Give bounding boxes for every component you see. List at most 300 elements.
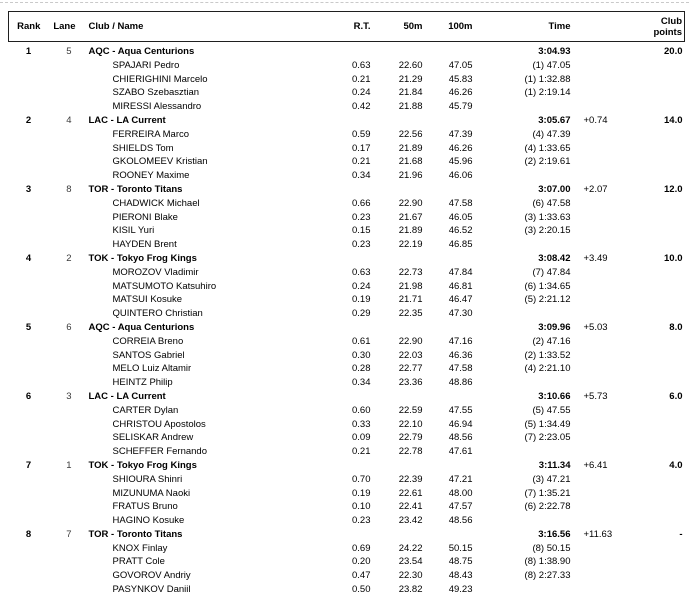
- swimmer-name-cell: SHIOURA Shinri: [112, 473, 183, 485]
- header-rank: Rank: [9, 12, 49, 42]
- team-row: [9, 252, 685, 266]
- swimmer-100m-cell: 47.57: [448, 501, 473, 513]
- swimmer-100m-cell: 47.58: [448, 197, 473, 209]
- swimmer-points-cell: [621, 362, 685, 376]
- results-body: [9, 42, 685, 597]
- swimmer-name-cell: MOROZOV Vladimir: [112, 266, 199, 278]
- swimmer-rank-cell: [9, 487, 49, 501]
- swimmer-rt-cell: 0.29: [352, 308, 371, 320]
- swimmer-points-cell: [621, 335, 685, 349]
- swimmer-rt-cell: 0.17: [352, 142, 371, 154]
- header-reaction-time: R.T.: [341, 12, 375, 42]
- header-100m: 100m: [427, 12, 477, 42]
- swimmer-lane-cell: [49, 487, 85, 501]
- team-time-cell: 3:08.42: [538, 252, 571, 264]
- swimmer-100m-cell: 46.47: [448, 294, 473, 306]
- swimmer-lane-cell: [49, 73, 85, 87]
- swimmer-cumulative-cell: (7) 2:23.05: [524, 432, 571, 444]
- swimmer-gap-cell: [575, 376, 621, 390]
- swimmer-50m-cell: 22.10: [398, 418, 423, 430]
- swimmer-cumulative-cell: [477, 238, 575, 252]
- header-lane: Lane: [49, 12, 85, 42]
- swimmer-lane-cell: [49, 569, 85, 583]
- team-lane-cell: 5: [66, 46, 72, 57]
- swimmer-lane-cell: [49, 224, 85, 238]
- swimmer-lane-cell: [49, 583, 85, 597]
- team-rt-cell: [341, 459, 375, 473]
- team-50m-cell: [375, 321, 427, 335]
- swimmer-rt-cell: 0.09: [352, 432, 371, 444]
- swimmer-points-cell: [621, 473, 685, 487]
- swimmer-rank-cell: [9, 155, 49, 169]
- swimmer-100m-cell: 46.36: [448, 349, 473, 361]
- swimmer-row: [9, 266, 685, 280]
- team-rank-cell: 5: [25, 321, 32, 333]
- team-points-cell: -: [679, 528, 683, 540]
- team-100m-cell: [427, 45, 477, 59]
- swimmer-lane-cell: [49, 169, 85, 183]
- team-gap-cell: +6.41: [583, 459, 608, 471]
- swimmer-row: [9, 583, 685, 597]
- swimmer-100m-cell: 45.83: [448, 73, 473, 85]
- swimmer-gap-cell: [575, 100, 621, 114]
- swimmer-rank-cell: [9, 266, 49, 280]
- swimmer-rank-cell: [9, 514, 49, 528]
- swimmer-name-cell: PRATT Cole: [112, 556, 165, 568]
- swimmer-points-cell: [621, 376, 685, 390]
- swimmer-row: [9, 418, 685, 432]
- team-rank-cell: 7: [25, 459, 32, 471]
- swimmer-rt-cell: 0.60: [352, 404, 371, 416]
- swimmer-50m-cell: 21.89: [398, 142, 423, 154]
- swimmer-name-cell: MIZUNUMA Naoki: [112, 487, 191, 499]
- header-club-name: Club / Name: [85, 12, 341, 42]
- swimmer-lane-cell: [49, 445, 85, 459]
- team-club-cell: LAC - LA Current: [88, 114, 166, 126]
- swimmer-100m-cell: 47.84: [448, 266, 473, 278]
- swimmer-row: [9, 224, 685, 238]
- swimmer-100m-cell: 46.52: [448, 225, 473, 237]
- swimmer-points-cell: [621, 197, 685, 211]
- swimmer-50m-cell: 23.82: [398, 584, 423, 596]
- team-club-cell: AQC - Aqua Centurions: [88, 321, 195, 333]
- swimmer-lane-cell: [49, 418, 85, 432]
- swimmer-rank-cell: [9, 376, 49, 390]
- swimmer-rank-cell: [9, 569, 49, 583]
- team-points-cell: 8.0: [669, 321, 683, 333]
- team-100m-cell: [427, 114, 477, 128]
- team-lane-cell: 3: [66, 390, 72, 402]
- swimmer-name-cell: HEINTZ Philip: [112, 377, 173, 389]
- swimmer-rank-cell: [9, 211, 49, 225]
- swimmer-cumulative-cell: (2) 47.16: [532, 335, 571, 347]
- swimmer-50m-cell: 22.39: [398, 473, 423, 485]
- swimmer-gap-cell: [575, 514, 621, 528]
- swimmer-50m-cell: 23.54: [398, 556, 423, 568]
- swimmer-cumulative-cell: (1) 47.05: [532, 59, 571, 71]
- swimmer-points-cell: [621, 500, 685, 514]
- swimmer-cumulative-cell: (5) 1:34.49: [524, 418, 571, 430]
- swimmer-gap-cell: [575, 197, 621, 211]
- header-row: [9, 12, 685, 42]
- swimmer-rt-cell: 0.21: [352, 446, 371, 458]
- swimmer-cumulative-cell: (6) 47.58: [532, 197, 571, 209]
- swimmer-cumulative-cell: [477, 583, 575, 597]
- swimmer-points-cell: [621, 100, 685, 114]
- swimmer-name-cell: CARTER Dylan: [112, 404, 179, 416]
- swimmer-cumulative-cell: [477, 445, 575, 459]
- team-100m-cell: [427, 183, 477, 197]
- swimmer-50m-cell: 24.22: [398, 542, 423, 554]
- team-gap-cell: +5.73: [583, 390, 608, 402]
- swimmer-100m-cell: 48.86: [448, 377, 473, 389]
- swimmer-points-cell: [621, 155, 685, 169]
- swimmer-points-cell: [621, 569, 685, 583]
- swimmer-name-cell: SCHEFFER Fernando: [112, 446, 208, 458]
- swimmer-rt-cell: 0.30: [352, 349, 371, 361]
- swimmer-lane-cell: [49, 155, 85, 169]
- swimmer-cumulative-cell: (3) 1:33.63: [524, 211, 571, 223]
- team-100m-cell: [427, 252, 477, 266]
- swimmer-points-cell: [621, 404, 685, 418]
- swimmer-row: [9, 376, 685, 390]
- swimmer-cumulative-cell: (8) 50.15: [532, 542, 571, 554]
- team-lane-cell: 4: [66, 114, 72, 126]
- swimmer-rt-cell: 0.42: [352, 101, 371, 113]
- swimmer-row: [9, 335, 685, 349]
- swimmer-gap-cell: [575, 224, 621, 238]
- swimmer-100m-cell: 47.30: [448, 308, 473, 320]
- swimmer-points-cell: [621, 211, 685, 225]
- swimmer-cumulative-cell: (7) 1:35.21: [524, 487, 571, 499]
- swimmer-100m-cell: 46.85: [448, 239, 473, 251]
- swimmer-lane-cell: [49, 514, 85, 528]
- swimmer-lane-cell: [49, 100, 85, 114]
- swimmer-rt-cell: 0.34: [352, 377, 371, 389]
- swimmer-cumulative-cell: (2) 2:19.61: [524, 156, 571, 168]
- swimmer-cumulative-cell: (4) 47.39: [532, 128, 571, 140]
- swimmer-rank-cell: [9, 169, 49, 183]
- swimmer-50m-cell: 22.61: [398, 487, 423, 499]
- team-rt-cell: [341, 45, 375, 59]
- header-50m: 50m: [375, 12, 427, 42]
- swimmer-gap-cell: [575, 73, 621, 87]
- swimmer-points-cell: [621, 73, 685, 87]
- swimmer-name-cell: GOVOROV Andriy: [112, 570, 191, 582]
- team-rt-cell: [341, 528, 375, 542]
- swimmer-rt-cell: 0.23: [352, 515, 371, 527]
- swimmer-points-cell: [621, 224, 685, 238]
- swimmer-gap-cell: [575, 487, 621, 501]
- team-100m-cell: [427, 390, 477, 404]
- swimmer-name-cell: KISIL Yuri: [112, 225, 155, 237]
- swimmer-rank-cell: [9, 362, 49, 376]
- swimmer-row: [9, 86, 685, 100]
- swimmer-row: [9, 128, 685, 142]
- team-points-cell: 20.0: [664, 46, 683, 57]
- team-rank-cell: 1: [25, 46, 32, 57]
- swimmer-lane-cell: [49, 86, 85, 100]
- swimmer-100m-cell: 47.61: [448, 446, 473, 458]
- swimmer-rank-cell: [9, 431, 49, 445]
- team-points-cell: 10.0: [664, 252, 683, 264]
- team-gap-cell: +5.03: [583, 321, 608, 333]
- swimmer-points-cell: [621, 445, 685, 459]
- swimmer-lane-cell: [49, 349, 85, 363]
- swimmer-lane-cell: [49, 59, 85, 73]
- team-lane-cell: 1: [66, 459, 72, 471]
- swimmer-rt-cell: 0.19: [352, 294, 371, 306]
- team-rt-cell: [341, 390, 375, 404]
- swimmer-100m-cell: 47.05: [448, 59, 473, 71]
- swimmer-lane-cell: [49, 555, 85, 569]
- team-100m-cell: [427, 459, 477, 473]
- team-rank-cell: 4: [25, 252, 32, 264]
- team-points-cell: 12.0: [664, 183, 683, 195]
- swimmer-points-cell: [621, 555, 685, 569]
- team-time-cell: 3:05.67: [538, 114, 571, 126]
- team-lane-cell: 2: [66, 252, 72, 264]
- team-rt-cell: [341, 321, 375, 335]
- swimmer-name-cell: SELISKAR Andrew: [112, 432, 194, 444]
- swimmer-rank-cell: [9, 335, 49, 349]
- team-club-cell: TOR - Toronto Titans: [88, 528, 183, 540]
- swimmer-cumulative-cell: (7) 47.84: [532, 266, 571, 278]
- swimmer-rt-cell: 0.21: [352, 73, 371, 85]
- swimmer-cumulative-cell: (5) 2:21.12: [524, 294, 571, 306]
- relay-results-table: [8, 11, 685, 597]
- swimmer-points-cell: [621, 59, 685, 73]
- swimmer-row: [9, 307, 685, 321]
- swimmer-lane-cell: [49, 376, 85, 390]
- swimmer-points-cell: [621, 307, 685, 321]
- swimmer-name-cell: HAYDEN Brent: [112, 239, 177, 251]
- team-rt-cell: [341, 183, 375, 197]
- header-club-points-line2: points: [653, 26, 682, 38]
- swimmer-gap-cell: [575, 418, 621, 432]
- swimmer-rt-cell: 0.33: [352, 418, 371, 430]
- swimmer-points-cell: [621, 431, 685, 445]
- table-header: [9, 12, 685, 42]
- swimmer-rank-cell: [9, 197, 49, 211]
- swimmer-row: [9, 169, 685, 183]
- swimmer-row: [9, 155, 685, 169]
- swimmer-100m-cell: 47.21: [448, 473, 473, 485]
- swimmer-100m-cell: 46.26: [448, 142, 473, 154]
- swimmer-points-cell: [621, 142, 685, 156]
- swimmer-row: [9, 445, 685, 459]
- swimmer-name-cell: MIRESSI Alessandro: [112, 101, 202, 113]
- swimmer-cumulative-cell: [477, 169, 575, 183]
- swimmer-row: [9, 100, 685, 114]
- swimmer-row: [9, 59, 685, 73]
- team-50m-cell: [375, 114, 427, 128]
- swimmer-gap-cell: [575, 293, 621, 307]
- swimmer-cumulative-cell: [477, 376, 575, 390]
- team-50m-cell: [375, 252, 427, 266]
- team-gap-cell: +11.63: [583, 528, 613, 540]
- swimmer-rank-cell: [9, 142, 49, 156]
- swimmer-row: [9, 500, 685, 514]
- swimmer-points-cell: [621, 280, 685, 294]
- swimmer-50m-cell: 21.98: [398, 280, 423, 292]
- swimmer-50m-cell: 22.59: [398, 404, 423, 416]
- swimmer-rt-cell: 0.15: [352, 225, 371, 237]
- swimmer-rt-cell: 0.50: [352, 584, 371, 596]
- swimmer-cumulative-cell: (4) 1:33.65: [524, 142, 571, 154]
- swimmer-50m-cell: 21.68: [398, 156, 423, 168]
- swimmer-rt-cell: 0.59: [352, 128, 371, 140]
- swimmer-100m-cell: 50.15: [448, 542, 473, 554]
- swimmer-50m-cell: 22.90: [398, 197, 423, 209]
- swimmer-50m-cell: 22.79: [398, 432, 423, 444]
- swimmer-name-cell: CHIERIGHINI Marcelo: [112, 73, 208, 85]
- swimmer-rank-cell: [9, 349, 49, 363]
- swimmer-lane-cell: [49, 404, 85, 418]
- swimmer-cumulative-cell: (1) 1:32.88: [524, 73, 571, 85]
- swimmer-50m-cell: 22.35: [398, 308, 423, 320]
- swimmer-gap-cell: [575, 86, 621, 100]
- swimmer-50m-cell: 23.42: [398, 515, 423, 527]
- team-time-cell: 3:11.34: [538, 459, 571, 471]
- swimmer-rt-cell: 0.69: [352, 542, 371, 554]
- swimmer-cumulative-cell: (6) 2:22.78: [524, 501, 571, 513]
- swimmer-cumulative-cell: (2) 1:33.52: [524, 349, 571, 361]
- swimmer-name-cell: ROONEY Maxime: [112, 170, 190, 182]
- swimmer-row: [9, 542, 685, 556]
- swimmer-points-cell: [621, 418, 685, 432]
- team-club-cell: TOK - Tokyo Frog Kings: [88, 252, 197, 264]
- swimmer-rt-cell: 0.61: [352, 335, 371, 347]
- team-50m-cell: [375, 459, 427, 473]
- team-100m-cell: [427, 528, 477, 542]
- team-50m-cell: [375, 390, 427, 404]
- swimmer-name-cell: FRATUS Bruno: [112, 501, 178, 513]
- swimmer-50m-cell: 22.73: [398, 266, 423, 278]
- swimmer-gap-cell: [575, 404, 621, 418]
- swimmer-50m-cell: 22.03: [398, 349, 423, 361]
- swimmer-gap-cell: [575, 349, 621, 363]
- swimmer-rank-cell: [9, 542, 49, 556]
- swimmer-50m-cell: 21.88: [398, 101, 423, 113]
- team-row: [9, 183, 685, 197]
- swimmer-rank-cell: [9, 59, 49, 73]
- swimmer-gap-cell: [575, 280, 621, 294]
- swimmer-name-cell: SANTOS Gabriel: [112, 349, 185, 361]
- swimmer-row: [9, 197, 685, 211]
- swimmer-row: [9, 569, 685, 583]
- team-time-cell: 3:04.93: [538, 46, 571, 57]
- swimmer-gap-cell: [575, 473, 621, 487]
- team-time-cell: 3:16.56: [538, 528, 571, 540]
- swimmer-row: [9, 487, 685, 501]
- team-gap-cell: +3.49: [583, 252, 608, 264]
- swimmer-cumulative-cell: (8) 1:38.90: [524, 556, 571, 568]
- swimmer-rank-cell: [9, 555, 49, 569]
- swimmer-100m-cell: 46.81: [448, 280, 473, 292]
- swimmer-rt-cell: 0.23: [352, 211, 371, 223]
- swimmer-rt-cell: 0.20: [352, 556, 371, 568]
- swimmer-rt-cell: 0.10: [352, 501, 371, 513]
- swimmer-100m-cell: 47.16: [448, 335, 473, 347]
- swimmer-gap-cell: [575, 307, 621, 321]
- swimmer-points-cell: [621, 583, 685, 597]
- swimmer-rank-cell: [9, 500, 49, 514]
- team-club-cell: TOR - Toronto Titans: [88, 183, 183, 195]
- swimmer-100m-cell: 46.94: [448, 418, 473, 430]
- swimmer-lane-cell: [49, 211, 85, 225]
- swimmer-name-cell: GKOLOMEEV Kristian: [112, 156, 208, 168]
- swimmer-rank-cell: [9, 128, 49, 142]
- swimmer-points-cell: [621, 86, 685, 100]
- swimmer-lane-cell: [49, 238, 85, 252]
- swimmer-row: [9, 473, 685, 487]
- swimmer-50m-cell: 22.30: [398, 570, 423, 582]
- team-rank-cell: 8: [25, 528, 32, 540]
- swimmer-gap-cell: [575, 445, 621, 459]
- swimmer-100m-cell: 46.05: [448, 211, 473, 223]
- swimmer-rank-cell: [9, 473, 49, 487]
- swimmer-row: [9, 211, 685, 225]
- swimmer-lane-cell: [49, 280, 85, 294]
- swimmer-50m-cell: 21.84: [398, 87, 423, 99]
- swimmer-row: [9, 238, 685, 252]
- swimmer-gap-cell: [575, 266, 621, 280]
- swimmer-lane-cell: [49, 266, 85, 280]
- team-row: [9, 45, 685, 59]
- team-lane-cell: 6: [66, 321, 72, 333]
- team-row: [9, 528, 685, 542]
- swimmer-rank-cell: [9, 224, 49, 238]
- swimmer-100m-cell: 47.55: [448, 404, 473, 416]
- swimmer-row: [9, 293, 685, 307]
- swimmer-gap-cell: [575, 155, 621, 169]
- swimmer-name-cell: SPAJARI Pedro: [112, 59, 180, 71]
- swimmer-lane-cell: [49, 307, 85, 321]
- swimmer-100m-cell: 48.75: [448, 556, 473, 568]
- swimmer-cumulative-cell: (5) 47.55: [532, 404, 571, 416]
- swimmer-row: [9, 555, 685, 569]
- swimmer-rt-cell: 0.24: [352, 280, 371, 292]
- swimmer-points-cell: [621, 293, 685, 307]
- swimmer-name-cell: PIERONI Blake: [112, 211, 178, 223]
- swimmer-lane-cell: [49, 142, 85, 156]
- swimmer-gap-cell: [575, 555, 621, 569]
- swimmer-50m-cell: 21.29: [398, 73, 423, 85]
- swimmer-name-cell: SHIELDS Tom: [112, 142, 174, 154]
- team-gap-cell: [575, 45, 621, 59]
- swimmer-rank-cell: [9, 86, 49, 100]
- swimmer-rt-cell: 0.63: [352, 59, 371, 71]
- swimmer-lane-cell: [49, 362, 85, 376]
- swimmer-gap-cell: [575, 128, 621, 142]
- team-time-cell: 3:10.66: [538, 390, 571, 402]
- swimmer-row: [9, 362, 685, 376]
- team-gap-cell: +2.07: [583, 183, 608, 195]
- swimmer-rank-cell: [9, 583, 49, 597]
- swimmer-cumulative-cell: [477, 307, 575, 321]
- swimmer-cumulative-cell: (3) 2:20.15: [524, 225, 571, 237]
- swimmer-row: [9, 349, 685, 363]
- swimmer-50m-cell: 23.36: [398, 377, 423, 389]
- swimmer-points-cell: [621, 542, 685, 556]
- swimmer-rank-cell: [9, 293, 49, 307]
- swimmer-50m-cell: 22.41: [398, 501, 423, 513]
- team-row: [9, 390, 685, 404]
- swimmer-100m-cell: 45.96: [448, 156, 473, 168]
- swimmer-rt-cell: 0.23: [352, 239, 371, 251]
- swimmer-points-cell: [621, 349, 685, 363]
